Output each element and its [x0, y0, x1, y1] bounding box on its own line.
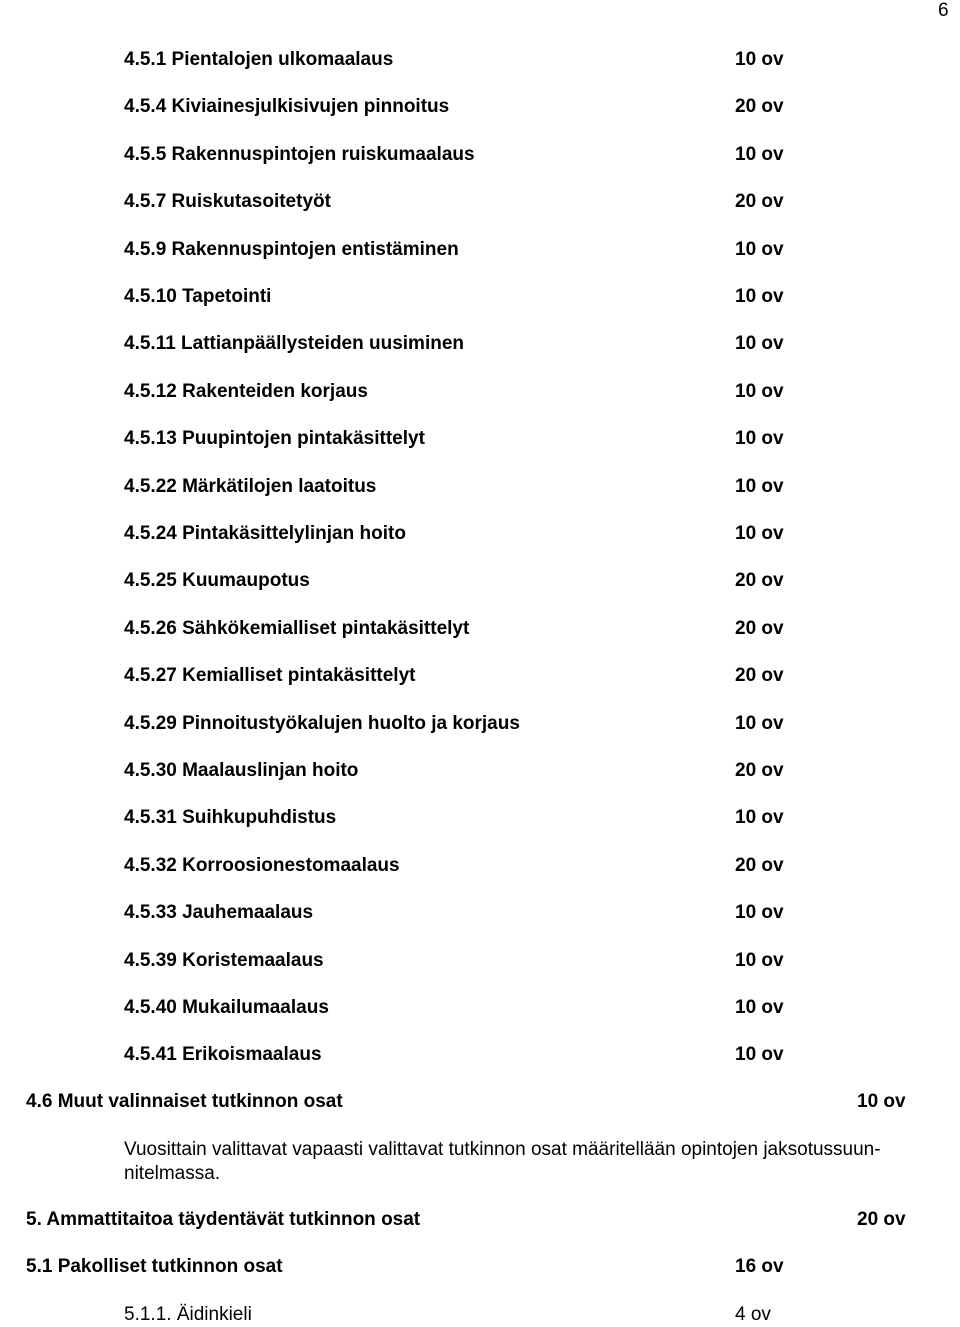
module-label: 4.5.40 Mukailumaalaus [124, 997, 329, 1018]
module-credits: 10 ov [735, 428, 784, 449]
module-credits: 20 ov [735, 760, 784, 781]
module-label: 4.5.33 Jauhemaalaus [124, 902, 314, 923]
module-credits: 10 ov [735, 807, 784, 828]
module-label: 4.5.5 Rakennuspintojen ruiskumaalaus [124, 144, 475, 165]
module-label: 4.5.1 Pientalojen ulkomaalaus [124, 49, 394, 70]
module-credits: 10 ov [735, 476, 784, 497]
module-credits: 20 ov [735, 618, 784, 639]
section-title: 5. Ammattitaitoa täydentävät tutkinnon osat [26, 1209, 421, 1230]
module-label: 4.5.11 Lattianpäällysteiden uusiminen [124, 333, 465, 354]
module-label: 4.5.12 Rakenteiden korjaus [124, 381, 368, 402]
module-credits: 20 ov [735, 570, 784, 591]
module-credits: 20 ov [735, 96, 784, 117]
module-credits: 10 ov [735, 49, 784, 70]
section-credits: 16 ov [735, 1256, 784, 1277]
module-label: 4.5.32 Korroosionestomaalaus [124, 855, 400, 876]
page-number: 6 [938, 0, 949, 21]
note-line: nitelmassa. [124, 1163, 221, 1184]
module-credits: 10 ov [735, 381, 784, 402]
module-credits: 10 ov [735, 713, 784, 734]
module-label: 4.5.26 Sähkökemialliset pintakäsittelyt [124, 618, 470, 639]
module-label: 4.5.41 Erikoismaalaus [124, 1044, 322, 1065]
section-4-6-note [124, 1138, 936, 1186]
section-credits: 20 ov [857, 1209, 906, 1230]
module-credits: 10 ov [735, 286, 784, 307]
module-credits: 10 ov [735, 333, 784, 354]
module-label: 4.5.39 Koristemaalaus [124, 950, 324, 971]
module-label: 4.5.29 Pinnoitustyökalujen huolto ja korjaus [124, 713, 520, 734]
section-title: 5.1 Pakolliset tutkinnon osat [26, 1256, 283, 1277]
module-credits: 10 ov [735, 523, 784, 544]
module-label: 4.5.30 Maalauslinjan hoito [124, 760, 359, 781]
module-credits: 10 ov [735, 1044, 784, 1065]
section-credits: 4 ov [735, 1304, 771, 1325]
module-credits: 10 ov [735, 950, 784, 971]
module-label: 4.5.9 Rakennuspintojen entistäminen [124, 239, 459, 260]
module-label: 4.5.13 Puupintojen pintakäsittelyt [124, 428, 425, 449]
module-label: 4.5.24 Pintakäsittelylinjan hoito [124, 523, 406, 544]
module-label: 4.5.25 Kuumaupotus [124, 570, 310, 591]
module-credits: 10 ov [735, 997, 784, 1018]
section-credits: 10 ov [857, 1091, 906, 1112]
section-title: 4.6 Muut valinnaiset tutkinnon osat [26, 1091, 343, 1112]
module-credits: 20 ov [735, 855, 784, 876]
module-label: 4.5.4 Kiviainesjulkisivujen pinnoitus [124, 96, 450, 117]
module-credits: 10 ov [735, 902, 784, 923]
note-line: Vuosittain valittavat vapaasti valittavat tutkinnon osat määritellään opintojen jaksotussuun- [124, 1139, 881, 1160]
module-credits: 20 ov [735, 191, 784, 212]
module-credits: 10 ov [735, 144, 784, 165]
module-credits: 10 ov [735, 239, 784, 260]
module-label: 4.5.31 Suihkupuhdistus [124, 807, 337, 828]
module-label: 4.5.27 Kemialliset pintakäsittelyt [124, 665, 416, 686]
module-credits: 20 ov [735, 665, 784, 686]
module-label: 4.5.7 Ruiskutasoitetyöt [124, 191, 331, 212]
section-title: 5.1.1. Äidinkieli [124, 1304, 252, 1325]
module-label: 4.5.10 Tapetointi [124, 286, 272, 307]
module-label: 4.5.22 Märkätilojen laatoitus [124, 476, 377, 497]
